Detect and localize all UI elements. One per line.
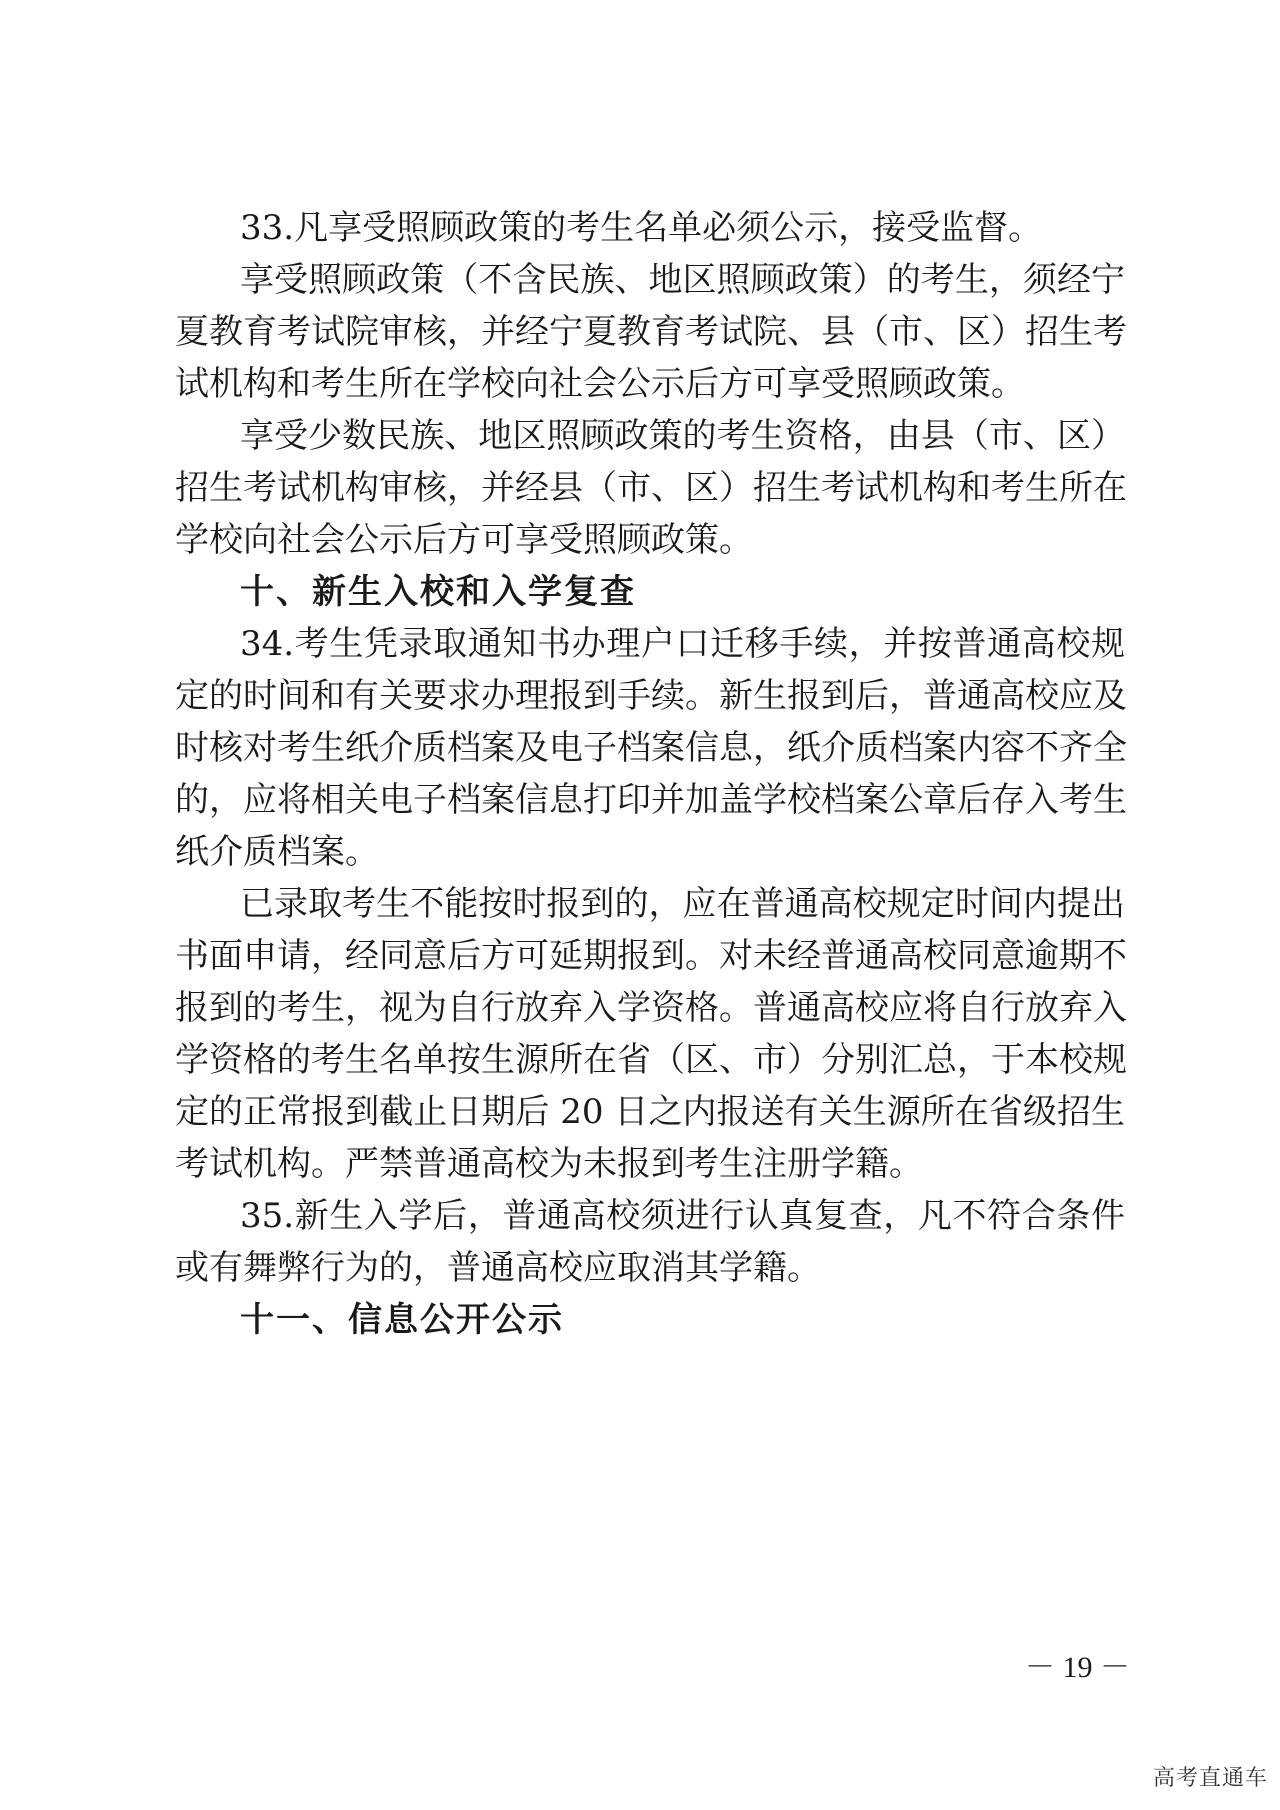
- paragraph-35-line-1: 35.新生入学后，普通高校须进行认真复查，凡不符合条件: [240, 1196, 1125, 1236]
- paragraph-admitted-line-6: 考试机构。严禁普通高校为未报到考生注册学籍。: [175, 1144, 923, 1184]
- paragraph-34-line-4: 的，应将相关电子档案信息打印并加盖学校档案公章后存入考生: [175, 780, 1127, 820]
- watermark: 高考直通车: [1152, 1766, 1268, 1791]
- paragraph-35-line-2: 或有舞弊行为的，普通高校应取消其学籍。: [175, 1248, 821, 1288]
- paragraph-minority-line-2: 招生考试机构审核，并经县（市、区）招生考试机构和考生所在: [175, 468, 1127, 508]
- paragraph-34-line-2: 定的时间和有关要求办理报到手续。新生报到后，普通高校应及: [175, 676, 1127, 716]
- paragraph-34-line-3: 时核对考生纸介质档案及电子档案信息，纸介质档案内容不齐全: [175, 728, 1127, 768]
- section-heading-11: 十一、信息公开公示: [240, 1300, 564, 1340]
- paragraph-care-line-2: 夏教育考试院审核，并经宁夏教育考试院、县（市、区）招生考: [175, 312, 1127, 352]
- paragraph-minority-line-1: 享受少数民族、地区照顾政策的考生资格，由县（市、区）: [240, 416, 1125, 456]
- paragraph-33-line-1: 33.凡享受照顾政策的考生名单必须公示，接受监督。: [240, 208, 1043, 248]
- paragraph-admitted-line-1: 已录取考生不能按时报到的，应在普通高校规定时间内提出: [240, 884, 1125, 924]
- paragraph-admitted-line-2: 书面申请，经同意后方可延期报到。对未经普通高校同意逾期不: [175, 936, 1127, 976]
- section-heading-10: 十、新生入校和入学复查: [240, 572, 636, 612]
- paragraph-admitted-line-3: 报到的考生，视为自行放弃入学资格。普通高校应将自行放弃入: [175, 988, 1127, 1028]
- paragraph-admitted-line-5: 定的正常报到截止日期后 20 日之内报送有关生源所在省级招生: [175, 1092, 1125, 1132]
- paragraph-admitted-line-4: 学资格的考生名单按生源所在省（区、市）分别汇总，于本校规: [175, 1040, 1127, 1080]
- paragraph-care-line-3: 试机构和考生所在学校向社会公示后方可享受照顾政策。: [175, 364, 1025, 404]
- paragraph-34-line-1: 34.考生凭录取通知书办理户口迁移手续，并按普通高校规: [240, 624, 1125, 664]
- page-number: － 19 －: [1025, 1651, 1130, 1684]
- paragraph-34-line-5: 纸介质档案。: [175, 832, 379, 872]
- paragraph-care-line-1: 享受照顾政策（不含民族、地区照顾政策）的考生，须经宁: [240, 260, 1125, 300]
- paragraph-minority-line-3: 学校向社会公示后方可享受照顾政策。: [175, 520, 753, 560]
